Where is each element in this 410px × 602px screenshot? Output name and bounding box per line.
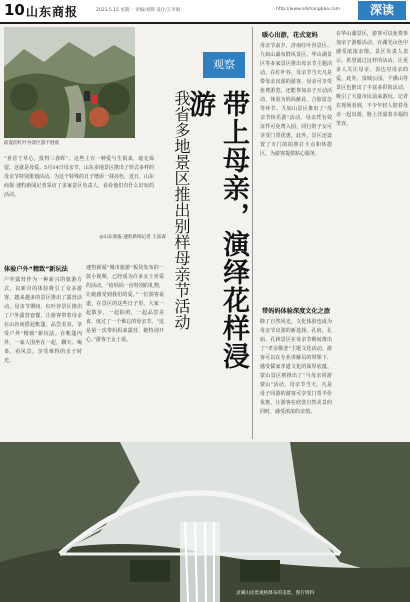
section3-text: 除了自然风光，文化体验也成为母亲节出游的新选择。孔府、孔庙、孔林景区在母亲节期间推出了“孝亲敬老”主题文化活动，游客可以在专业讲解员的带领下，感受儒家孝道文化的深厚底蕴。蒙山景区则推出了“与母亲同游蒙山”活动，母亲节当天，凡是母子同游的游客可享受门票半价优惠，让游客在欣赏自然美景的同时，感受浓浓的亲情。 bbox=[260, 319, 332, 415]
section2-title: 暖心出游，花式宠妈 bbox=[262, 32, 318, 39]
section1-title: 体验户外“精致”新玩法 bbox=[4, 266, 68, 273]
lead-byline: ◎山东商报·速豹新闻记者 王富森 bbox=[99, 235, 166, 240]
section2-col2-text: 在华山湖景区，游客可以免费参加亲子游船活动，在湖光山色中感受浓浓亲情。景区负责人表示，希望通过这样的活动，让更多人关注母亲，表达对母亲的爱。此外，泉城公园、千佛山等景区也推出了丰富多彩的活动，吸引了大量市民前来游玩。记者在现场看到，不少年轻人陪着母亲一起出游，脸上洋溢着幸福的笑容。 bbox=[336, 31, 408, 127]
section1-text: 户外露营作为一种新兴的旅游方式，以新奇的体验吸引了众多游客，越来越多的景区推出了露营活动。母亲节期间，红叶谷景区推出了户外露营套餐，让游客带着母亲在山谷间搭起帐篷，品尝美食，享受户外“精致”新玩法。在帐篷内外，一家人围坐在一起，聊天、喝茶、看风景，享受难得的亲子时光。 bbox=[4, 277, 82, 364]
column-tag: 深读 bbox=[358, 1, 406, 20]
red-leaf-valley-photo bbox=[4, 27, 135, 138]
headline-main: 带上母亲，演绎花样浸游 bbox=[184, 90, 249, 370]
headline-sub: 我省多地景区推出别样母亲节活动 bbox=[172, 90, 191, 330]
bottom-photo-caption: 灵溪山房景观桥瀑布的美景，图片资料 bbox=[236, 591, 315, 596]
bridge-waterfall-photo bbox=[0, 442, 410, 602]
headline-block bbox=[170, 58, 250, 388]
newspaper-name: 山东商报 bbox=[26, 5, 79, 19]
page-number: 10 bbox=[4, 1, 25, 19]
page-header bbox=[0, 0, 410, 24]
lead-paragraph: “喜首寸草心，报得三春晖”。这些上有一种爱与生俱来，毫无保留，这就是母爱。5月14日母亲节，山东多地景区推出了形式多样的母亲节特别策划活动，为这个特殊的日子增添一抹亮色。近日，山东商报·速豹新闻记者采访了多家景区负责人，看看他们有什么好玩的活动。 bbox=[4, 156, 154, 198]
dateline: 2023.5.15 星期一 责编/刘静 设计/王李娟 bbox=[96, 8, 181, 13]
section2-text: 母亲节前夕，济南红叶谷景区、九如山瀑布群风景区、华山湖景区等多家景区推出母亲节主题活动。在红叶谷，母亲节当天凡是带母亲出游的游客，母亲可享受免费游览，还能参加亲子互动活动，体验为妈妈献花、合影留念等环节。九如山景区推出了“母亲节快乐游”活动，母亲凭有效证件可免费入园，同行的子女可享受门票优惠。此外，景区还设置了专门的拍照打卡点和休憩区，为游客提供贴心服务。 bbox=[260, 43, 332, 157]
headline-kicker: 观察 bbox=[203, 52, 245, 78]
section1-col2-text: 速豹新闻“城市旅游”板块发布的一款小视频，已经成为许多女士喜爱的活动。“给妈妈一份特别的礼物，让她感受到我们的爱。”一位游客说道，在景区的这些日子里，大家一起散步，一起拍照，一起品尝美食，度过了一个难忘的母亲节。“这是第一次带妈妈来露营，她特别开心。”游客王女士说。 bbox=[86, 265, 164, 343]
top-photo-caption: 前夏的红叶谷景区游不胜收 bbox=[4, 141, 60, 146]
section3-title: 带妈妈体验深度文化之旅 bbox=[262, 308, 331, 315]
column-rule bbox=[252, 27, 253, 439]
site-url[interactable]: http://www.sdshangbao.com bbox=[276, 7, 341, 12]
